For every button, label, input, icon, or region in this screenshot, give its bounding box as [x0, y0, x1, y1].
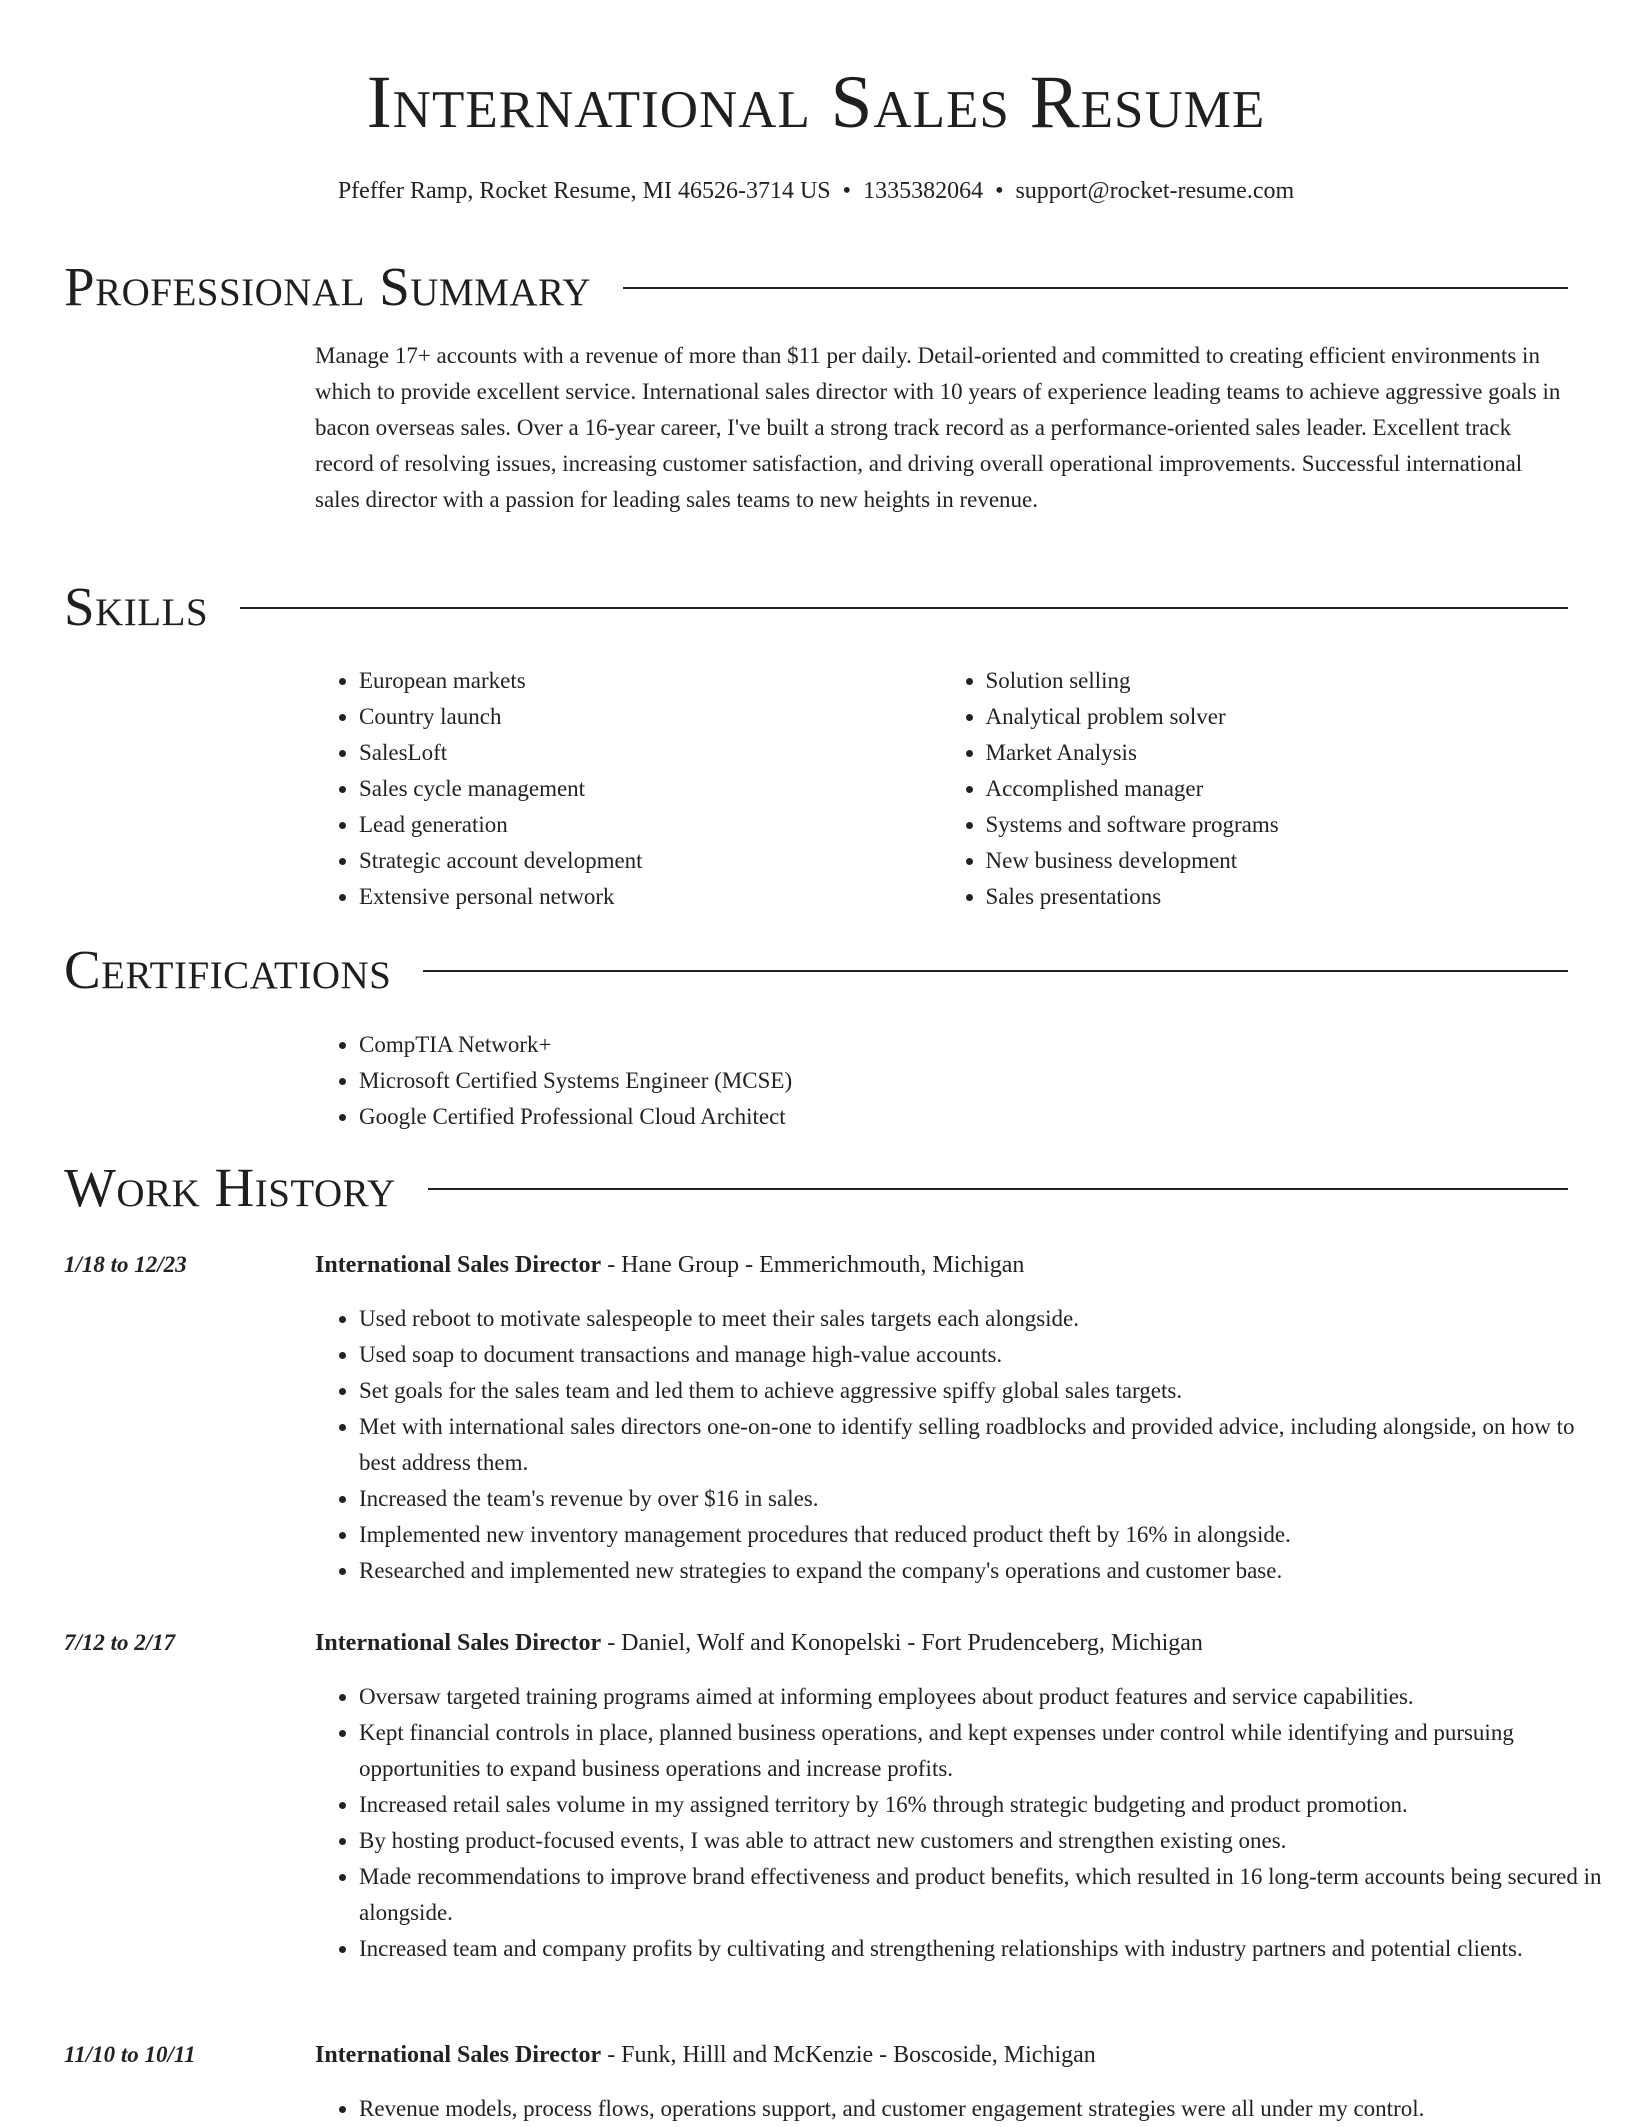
- list-item: • Lead generation: [359, 807, 942, 843]
- list-item: • Accomplished manager: [986, 771, 1569, 807]
- list-item: • Google Certified Professional Cloud Architect: [359, 1099, 1568, 1135]
- job-role: International Sales Director: [315, 1252, 602, 1278]
- contact-address: Pfeffer Ramp, Rocket Resume, MI 46526-3714 US: [337, 178, 831, 204]
- list-item: • Sales presentations: [986, 879, 1569, 915]
- certifications-list: [315, 1027, 1568, 1135]
- contact-email[interactable]: support@rocket-resume.com: [1015, 178, 1295, 204]
- list-item: • Used reboot to motivate salespeople to meet their sales targets each alongside.: [359, 1301, 1612, 1337]
- skills-section-header: [64, 572, 1568, 642]
- list-item: • CompTIA Network+: [359, 1027, 1568, 1063]
- list-item: • Set goals for the sales team and led them to achieve aggressive spiffy global sales targets.: [359, 1373, 1612, 1409]
- list-item: • Systems and software programs: [986, 807, 1569, 843]
- list-item: • Kept financial controls in place, planned business operations, and kept expenses under control while identifying and pursuing opportunities to expand business operations and increase profits.: [359, 1715, 1612, 1787]
- summary-section-title: Professional Summary: [64, 256, 592, 317]
- list-item: • Implemented new inventory management procedures that reduced product theft by 16% in alongside.: [359, 1517, 1612, 1553]
- skills-list-right: [942, 663, 1569, 915]
- job-company-location: - Daniel, Wolf and Konopelski - Fort Prudenceberg, Michigan: [601, 1630, 1203, 1656]
- list-item: • Increased retail sales volume in my assigned territory by 16% through strategic budgeting and product promotion.: [359, 1787, 1612, 1823]
- section-divider: [428, 1188, 1568, 1190]
- list-item: • SalesLoft: [359, 735, 942, 771]
- job-bullets: [315, 2091, 1612, 2127]
- list-item: • Oversaw targeted training programs aimed at informing employees about product features and service capabilities.: [359, 1679, 1612, 1715]
- job-dates: 7/12 to 2/17: [64, 1630, 176, 1655]
- list-item: • Analytical problem solver: [986, 699, 1569, 735]
- job-bullets: [315, 1301, 1612, 1589]
- job-heading: [315, 1247, 1024, 1283]
- contact-line: [64, 175, 1568, 207]
- list-item: • Increased team and company profits by cultivating and strengthening relationships with industry partners and potential clients.: [359, 1931, 1612, 1967]
- list-item: • Market Analysis: [986, 735, 1569, 771]
- certifications-block: [315, 1027, 1568, 1135]
- job-role: International Sales Director: [315, 1630, 602, 1656]
- job-bullets: [315, 1679, 1612, 1967]
- list-item: • Researched and implemented new strategies to expand the company's operations and customer base.: [359, 1553, 1612, 1589]
- job-heading: [315, 2037, 1096, 2073]
- list-item: • Country launch: [359, 699, 942, 735]
- job-heading: [315, 1625, 1203, 1661]
- job-dates: 1/18 to 12/23: [64, 1252, 187, 1277]
- list-item: • New business development: [986, 843, 1569, 879]
- list-item: • Made recommendations to improve brand effectiveness and product benefits, which resulted in 16 long-term accounts being secured in alongside.: [359, 1859, 1612, 1931]
- job-role: International Sales Director: [315, 2042, 602, 2068]
- list-item: • Revenue models, process flows, operations support, and customer engagement strategies were all under my control.: [359, 2091, 1612, 2127]
- list-item: • European markets: [359, 663, 942, 699]
- resume-title: International Sales Resume: [366, 61, 1266, 144]
- contact-phone: 1335382064: [863, 178, 984, 204]
- work-history-section-header: [64, 1153, 1568, 1223]
- work-history-section-title: Work History: [64, 1157, 396, 1218]
- list-item: • Microsoft Certified Systems Engineer (MCSE): [359, 1063, 1568, 1099]
- contact-separator: •: [995, 178, 1004, 204]
- skills-list-left: [315, 663, 942, 915]
- certifications-section-header: [64, 935, 1568, 1005]
- list-item: • Solution selling: [986, 663, 1569, 699]
- skills-section-title: Skills: [64, 576, 209, 637]
- section-divider: [623, 287, 1568, 289]
- list-item: • Used soap to document transactions and manage high-value accounts.: [359, 1337, 1612, 1373]
- contact-separator: •: [842, 178, 852, 204]
- list-item: • Met with international sales directors one-on-one to identify selling roadblocks and provided advice, including alongside, on how to best address them.: [359, 1409, 1612, 1481]
- summary-section-header: [64, 252, 1568, 322]
- list-item: • Sales cycle management: [359, 771, 942, 807]
- list-item: • Strategic account development: [359, 843, 942, 879]
- job-dates: 11/10 to 10/11: [64, 2042, 196, 2067]
- certifications-section-title: Certifications: [64, 939, 392, 1000]
- section-divider: [423, 970, 1568, 972]
- list-item: • Increased the team's revenue by over $16 in sales.: [359, 1481, 1612, 1517]
- list-item: • Extensive personal network: [359, 879, 942, 915]
- job-company-location: - Hane Group - Emmerichmouth, Michigan: [601, 1252, 1025, 1278]
- job-company-location: - Funk, Hilll and McKenzie - Boscoside, Michigan: [601, 2042, 1096, 2068]
- skills-columns: [315, 663, 1568, 915]
- section-divider: [240, 607, 1568, 609]
- list-item: • By hosting product-focused events, I was able to attract new customers and strengthen existing ones.: [359, 1823, 1612, 1859]
- summary-text: Manage 17+ accounts with a revenue of more than $11 per daily. Detail-oriented and committed to creating efficient environments in which to provide excellent service. International sales director with 10 years of experience leading teams to achieve aggressive goals in bacon overseas sales. Over a 16-year career, I've built a strong track record as a performance-oriented sales leader. Excellent track record of resolving issues, increasing customer satisfaction, and driving overall operational improvements. Successful international sales director with a passion for leading sales teams to new heights in revenue.: [315, 343, 1561, 512]
